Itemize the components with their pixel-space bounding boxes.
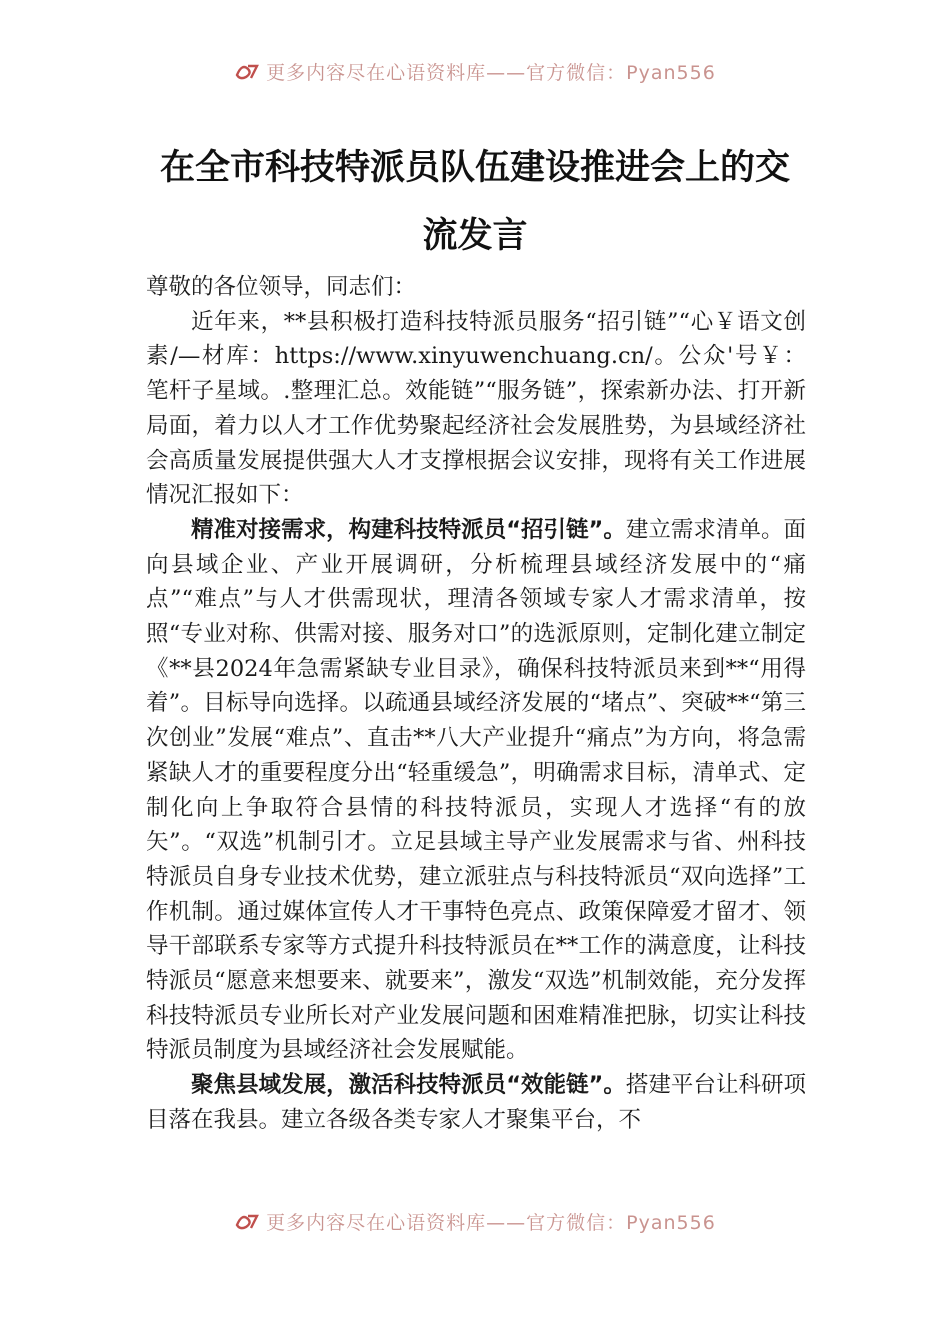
paragraph-intro: 近年来，**县积极打造科技特派员服务“招引链”“心￥语文创素/—材库：https://www.xinyuwenchuang.cn/。公众'号￥：笔杆子星域。.整理汇总。效能链”“服务链”，探索新办法、打开新局面，着力以人才工作优势聚起经济社会发展胜势，为县域经济社会高质量发展提供强大人才支撑根据会议安排，现将有关工作进展情况汇报如下：: [146, 308, 806, 509]
document-body: [146, 270, 806, 1138]
section-heading-efficiency: 聚焦县域发展，激活科技特派员“效能链”。: [191, 1072, 626, 1099]
brand-logo-icon: [234, 1211, 260, 1231]
paragraph-efficiency-chain: [146, 1068, 806, 1137]
section-body-efficiency: 搭建平台让科研项目落在我县。建立各级各类专家人才聚集平台，不: [146, 1072, 806, 1133]
watermark-banner-bottom: [0, 1206, 950, 1236]
section-body-recruitment: 建立需求清单。面向县域企业、产业开展调研，分析梳理县域经济发展中的“痛点”“难点”与人才供需现状，理清各领域专家人才需求清单，按照“专业对称、供需对接、服务对口”的选派原则，定制化建立制定《**县2024年急需紧缺专业目录》，确保科技特派员来到**“用得着”。目标导向选择。以疏通县域经济发展的“堵点”、突破**“第三次创业”发展“难点”、直击**八大产业提升“痛点”为方向，将急需紧缺人才的重要程度分出“轻重缓急”，明确需求目标，清单式、定制化向上争取符合县情的科技特派员，实现人才选择“有的放矢”。“双选”机制引才。立足县域主导产业发展需求与省、州科技特派员自身专业技术优势，建立派驻点与科技特派员“双向选择”工作机制。通过媒体宣传人才干事特色亮点、政策保障爱才留才、领导干部联系专家等方式提升科技特派员在**工作的满意度，让科技特派员“愿意来想要来、就要来”，激发“双选”机制效能，充分发挥科技特派员专业所长对产业发展问题和困难精准把脉，切实让科技特派员制度为县域经济社会发展赋能。: [146, 516, 806, 1064]
paragraph-recruitment-chain: [146, 513, 806, 1068]
watermark-text: 更多内容尽在心语资料库——官方微信：Pyan556: [266, 61, 716, 84]
title-line-1: 在全市科技特派员队伍建设推进会上的交: [159, 147, 790, 188]
document-title: [0, 134, 950, 270]
watermark-banner-top: [0, 56, 950, 86]
watermark-text: 更多内容尽在心语资料库——官方微信：Pyan556: [266, 1211, 716, 1234]
brand-logo-icon: [234, 61, 260, 81]
title-line-2: 流发言: [422, 215, 528, 256]
salutation: 尊敬的各位领导，同志们：: [146, 274, 417, 300]
section-heading-recruitment: 精准对接需求，构建科技特派员“招引链”。: [191, 516, 626, 543]
